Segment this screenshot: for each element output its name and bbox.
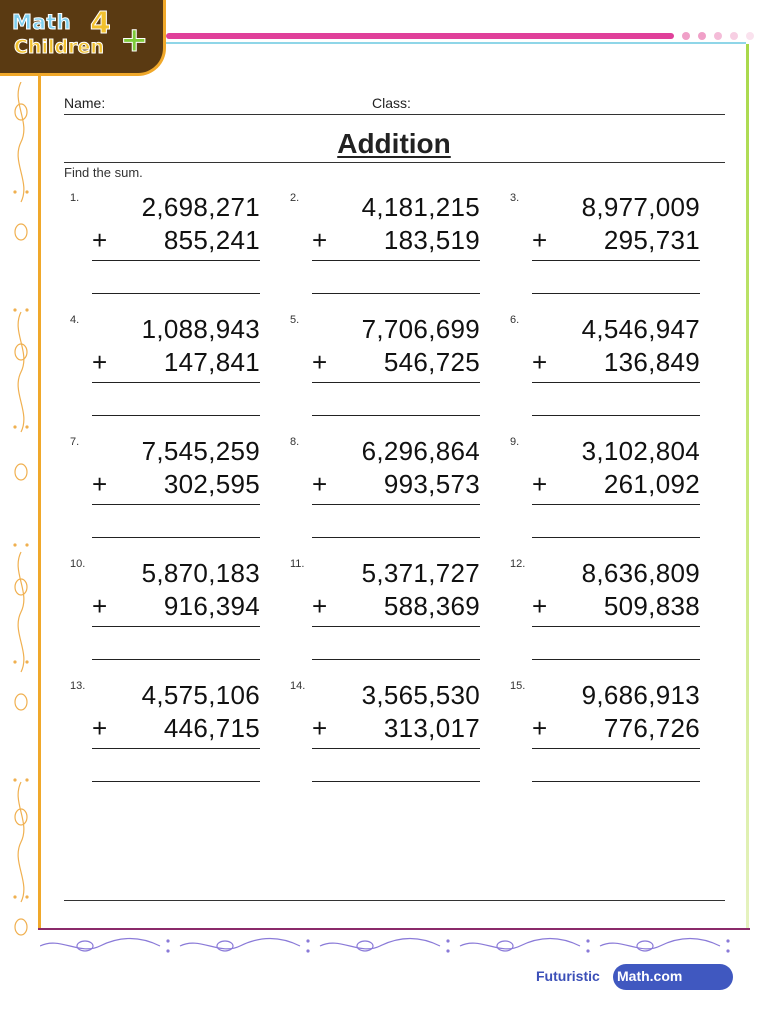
- addend-bottom: 136,849: [603, 347, 700, 377]
- answer-line[interactable]: [532, 415, 700, 416]
- plus-operator: +: [532, 591, 548, 621]
- addend-top: 3,565,530: [361, 680, 480, 710]
- problem-number: 6.: [510, 314, 520, 326]
- problem-number: 9.: [510, 436, 520, 448]
- sum-rule: [312, 504, 480, 505]
- plus-operator: +: [312, 347, 328, 377]
- problem-item: [70, 558, 260, 668]
- footer-rule: [64, 900, 725, 901]
- addend-top: 5,371,727: [361, 558, 480, 588]
- bottom-frame-border: [38, 928, 750, 930]
- problem-item: [510, 314, 700, 424]
- addend-bottom: 588,369: [383, 591, 480, 621]
- plus-operator: +: [532, 347, 548, 377]
- right-frame-border: [746, 44, 749, 928]
- problem-number: 13.: [70, 680, 86, 692]
- addend-top: 4,181,215: [361, 192, 480, 222]
- page-title: Addition: [337, 128, 451, 159]
- problem-item: [70, 436, 260, 546]
- answer-line[interactable]: [312, 659, 480, 660]
- sum-rule: [532, 748, 700, 749]
- sum-rule: [312, 260, 480, 261]
- addend-bottom: 302,595: [163, 469, 260, 499]
- sum-rule: [92, 504, 260, 505]
- logo-number-four: 4: [90, 6, 111, 41]
- problem-number: 12.: [510, 558, 526, 570]
- problem-item: [70, 192, 260, 302]
- answer-line[interactable]: [312, 537, 480, 538]
- addend-top: 1,088,943: [141, 314, 260, 344]
- plus-operator: +: [312, 591, 328, 621]
- answer-line[interactable]: [92, 781, 260, 782]
- problem-item: [510, 192, 700, 302]
- plus-operator: +: [312, 469, 328, 499]
- plus-operator: +: [92, 591, 108, 621]
- answer-line[interactable]: [532, 537, 700, 538]
- plus-operator: +: [532, 713, 548, 743]
- decor-dot: [714, 32, 722, 40]
- problem-number: 3.: [510, 192, 520, 204]
- logo: [0, 0, 166, 76]
- class-label: Class:: [372, 95, 411, 111]
- plus-operator: +: [312, 713, 328, 743]
- problem-number: 14.: [290, 680, 306, 692]
- decor-dot: [682, 32, 690, 40]
- sum-rule: [312, 748, 480, 749]
- problem-number: 1.: [70, 192, 80, 204]
- addend-top: 5,870,183: [141, 558, 260, 588]
- problem-number: 7.: [70, 436, 80, 448]
- plus-operator: +: [312, 225, 328, 255]
- logo-plus-sign: +: [120, 20, 149, 60]
- addend-top: 2,698,271: [141, 192, 260, 222]
- addend-bottom: 147,841: [163, 347, 260, 377]
- answer-line[interactable]: [92, 537, 260, 538]
- addend-bottom: 261,092: [603, 469, 700, 499]
- problem-item: [290, 314, 480, 424]
- addend-top: 4,546,947: [581, 314, 700, 344]
- addend-top: 4,575,106: [141, 680, 260, 710]
- sum-rule: [92, 626, 260, 627]
- left-frame-border: [38, 76, 41, 928]
- decor-dot: [746, 32, 754, 40]
- problem-number: 4.: [70, 314, 80, 326]
- answer-line[interactable]: [312, 415, 480, 416]
- addend-top: 8,977,009: [581, 192, 700, 222]
- sum-rule: [532, 382, 700, 383]
- addend-top: 7,706,699: [361, 314, 480, 344]
- addend-bottom: 916,394: [163, 591, 260, 621]
- sum-rule: [92, 382, 260, 383]
- problem-item: [510, 680, 700, 790]
- answer-line[interactable]: [532, 659, 700, 660]
- title-divider: [64, 162, 725, 163]
- logo-wordmark: [8, 6, 158, 66]
- addend-bottom: 509,838: [603, 591, 700, 621]
- answer-line[interactable]: [532, 293, 700, 294]
- answer-line[interactable]: [312, 293, 480, 294]
- addend-top: 7,545,259: [141, 436, 260, 466]
- answer-line[interactable]: [92, 415, 260, 416]
- name-class-line[interactable]: [64, 114, 725, 115]
- logo-word-math: Math: [12, 10, 72, 34]
- logo-word-children: Children: [14, 36, 104, 58]
- left-ornament-strip: [6, 82, 36, 942]
- sum-rule: [92, 260, 260, 261]
- bottom-ornament-strip: [40, 936, 750, 956]
- plus-operator: +: [92, 225, 108, 255]
- addend-top: 9,686,913: [581, 680, 700, 710]
- answer-line[interactable]: [312, 781, 480, 782]
- addend-bottom: 855,241: [163, 225, 260, 255]
- answer-line[interactable]: [92, 659, 260, 660]
- top-pink-bar: [166, 33, 674, 39]
- sum-rule: [532, 260, 700, 261]
- sum-rule: [312, 382, 480, 383]
- name-label: Name:: [64, 95, 106, 111]
- problem-number: 8.: [290, 436, 300, 448]
- problem-item: [290, 680, 480, 790]
- addend-bottom: 546,725: [383, 347, 480, 377]
- plus-operator: +: [532, 225, 548, 255]
- problem-item: [70, 680, 260, 790]
- answer-line[interactable]: [92, 293, 260, 294]
- problem-item: [290, 192, 480, 302]
- plus-operator: +: [92, 347, 108, 377]
- addend-bottom: 446,715: [163, 713, 260, 743]
- decor-dot: [730, 32, 738, 40]
- addend-bottom: 993,573: [383, 469, 480, 499]
- problem-number: 10.: [70, 558, 86, 570]
- brand-prefix[interactable]: Futuristic: [536, 968, 600, 984]
- addend-bottom: 295,731: [603, 225, 700, 255]
- addend-bottom: 313,017: [383, 713, 480, 743]
- addend-top: 3,102,804: [581, 436, 700, 466]
- answer-line[interactable]: [532, 781, 700, 782]
- addend-top: 6,296,864: [361, 436, 480, 466]
- addend-top: 8,636,809: [581, 558, 700, 588]
- addend-bottom: 776,726: [603, 713, 700, 743]
- problem-number: 11.: [290, 558, 305, 570]
- addend-bottom: 183,519: [383, 225, 480, 255]
- problem-number: 2.: [290, 192, 300, 204]
- problem-item: [290, 558, 480, 668]
- problem-item: [510, 436, 700, 546]
- sum-rule: [92, 748, 260, 749]
- sum-rule: [532, 504, 700, 505]
- problem-item: [290, 436, 480, 546]
- sum-rule: [312, 626, 480, 627]
- problem-item: [510, 558, 700, 668]
- top-blue-line: [166, 42, 746, 44]
- sum-rule: [532, 626, 700, 627]
- plus-operator: +: [92, 469, 108, 499]
- plus-operator: +: [532, 469, 548, 499]
- instructions: Find the sum.: [64, 165, 143, 180]
- decor-dot: [698, 32, 706, 40]
- plus-operator: +: [92, 713, 108, 743]
- problem-number: 5.: [290, 314, 300, 326]
- problem-number: 15.: [510, 680, 526, 692]
- brand-suffix[interactable]: Math.com: [617, 968, 683, 984]
- problem-item: [70, 314, 260, 424]
